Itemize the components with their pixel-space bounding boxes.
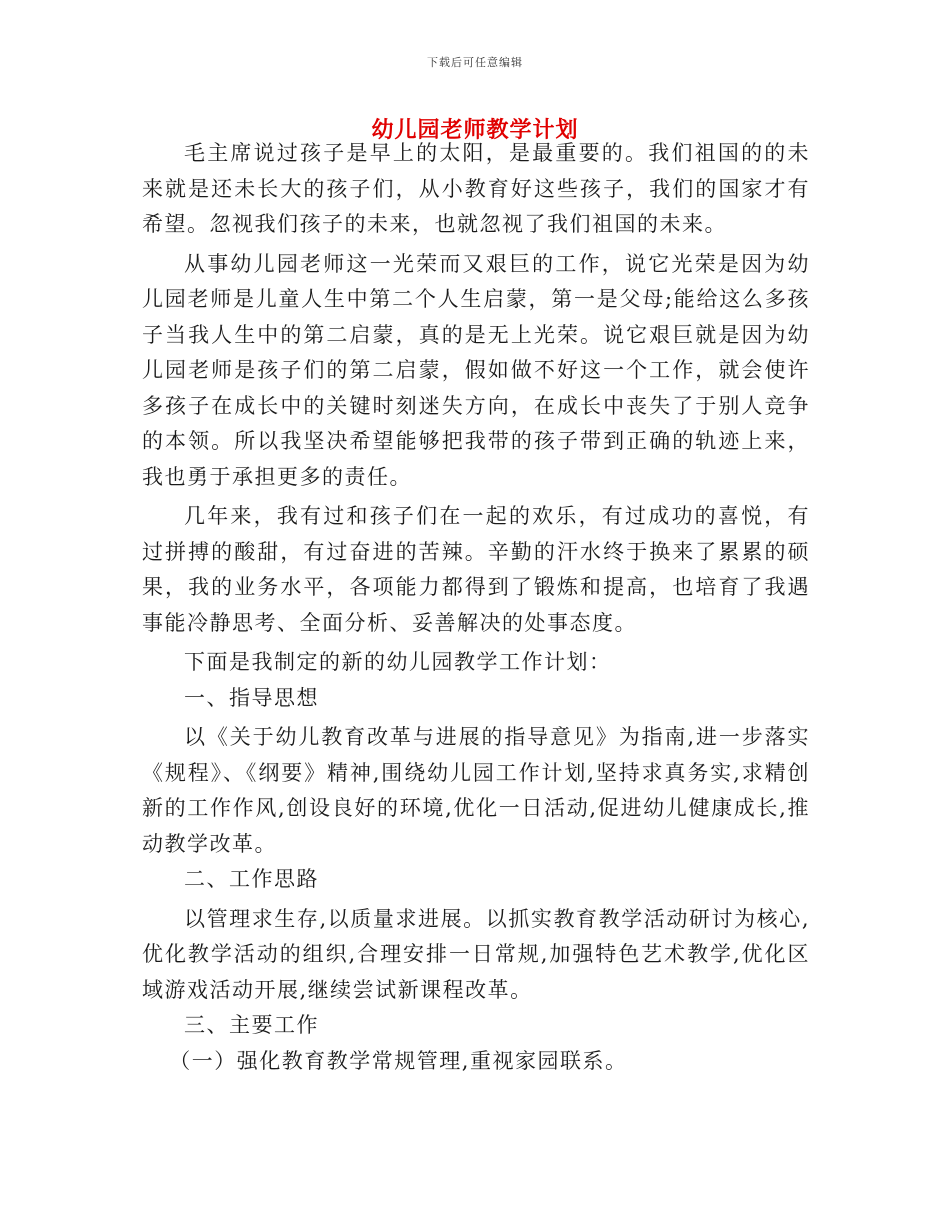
section-heading-main-work: 三、主要工作 [184, 1013, 319, 1037]
section-heading-work-approach: 二、工作思路 [184, 867, 319, 891]
document-title: 幼儿园老师教学计划 [371, 118, 579, 143]
section-heading-guiding-ideology: 一、指导思想 [184, 685, 319, 710]
paragraph-plan-intro: 下面是我制定的新的幼儿园教学工作计划： [184, 650, 612, 674]
section-text-work-approach: 以管理求生存,以质量求进展。以抓实教育教学活动研讨为核心,优化教学活动的组织,合理安排一日常规,加强特色艺术教学,优化区域游戏活动开展,继续尝试新课程改革。 [142, 906, 810, 1002]
paragraph-intro: 毛主席说过孩子是早上的太阳，是最重要的。我们祖国的的未来就是还未长大的孩子们，从小教育好这些孩子，我们的国家才有希望。忽视我们孩子的未来，也就忽视了我们祖国的未来。 [142, 141, 810, 236]
section-text-guiding-ideology: 以《关于幼儿教育改革与进展的指导意见》为指南,进一步落实《规程》、《纲要》精神,围绕幼儿园工作计划,坚持求真务实,求精创新的工作作风,创设良好的环境,优化一日活动,促进幼儿健康成长,推动教学改革。 [142, 725, 810, 856]
document-body [142, 136, 810, 1079]
paragraph-career: 从事幼儿园老师这一光荣而又艰巨的工作，说它光荣是因为幼儿园老师是儿童人生中第二个人生启蒙，第一是父母;能给这么多孩子当我人生中的第二启蒙，真的是无上光荣。说它艰巨就是因为幼儿园老师是孩子们的第二启蒙，假如做不好这一个工作，就会使许多孩子在成长中的关键时刻迷失方向，在成长中丧失了于别人竞争的本领。所以我坚决希望能够把我带的孩子带到正确的轨迹上来，我也勇于承担更多的责任。 [142, 251, 810, 489]
subsection-heading-routine-management: （一）强化教育教学常规管理,重视家园联系。 [169, 1048, 628, 1073]
page-header-note: 下载后可任意编辑 [427, 56, 523, 69]
paragraph-experience: 几年来，我有过和孩子们在一起的欢乐，有过成功的喜悦，有过拼搏的酸甜，有过奋进的苦辣。辛勤的汗水终于换来了累累的硕果，我的业务水平，各项能力都得到了锻炼和提高，也培育了我遇事能冷静思考、全面分析、妥善解决的处事态度。 [142, 504, 810, 635]
